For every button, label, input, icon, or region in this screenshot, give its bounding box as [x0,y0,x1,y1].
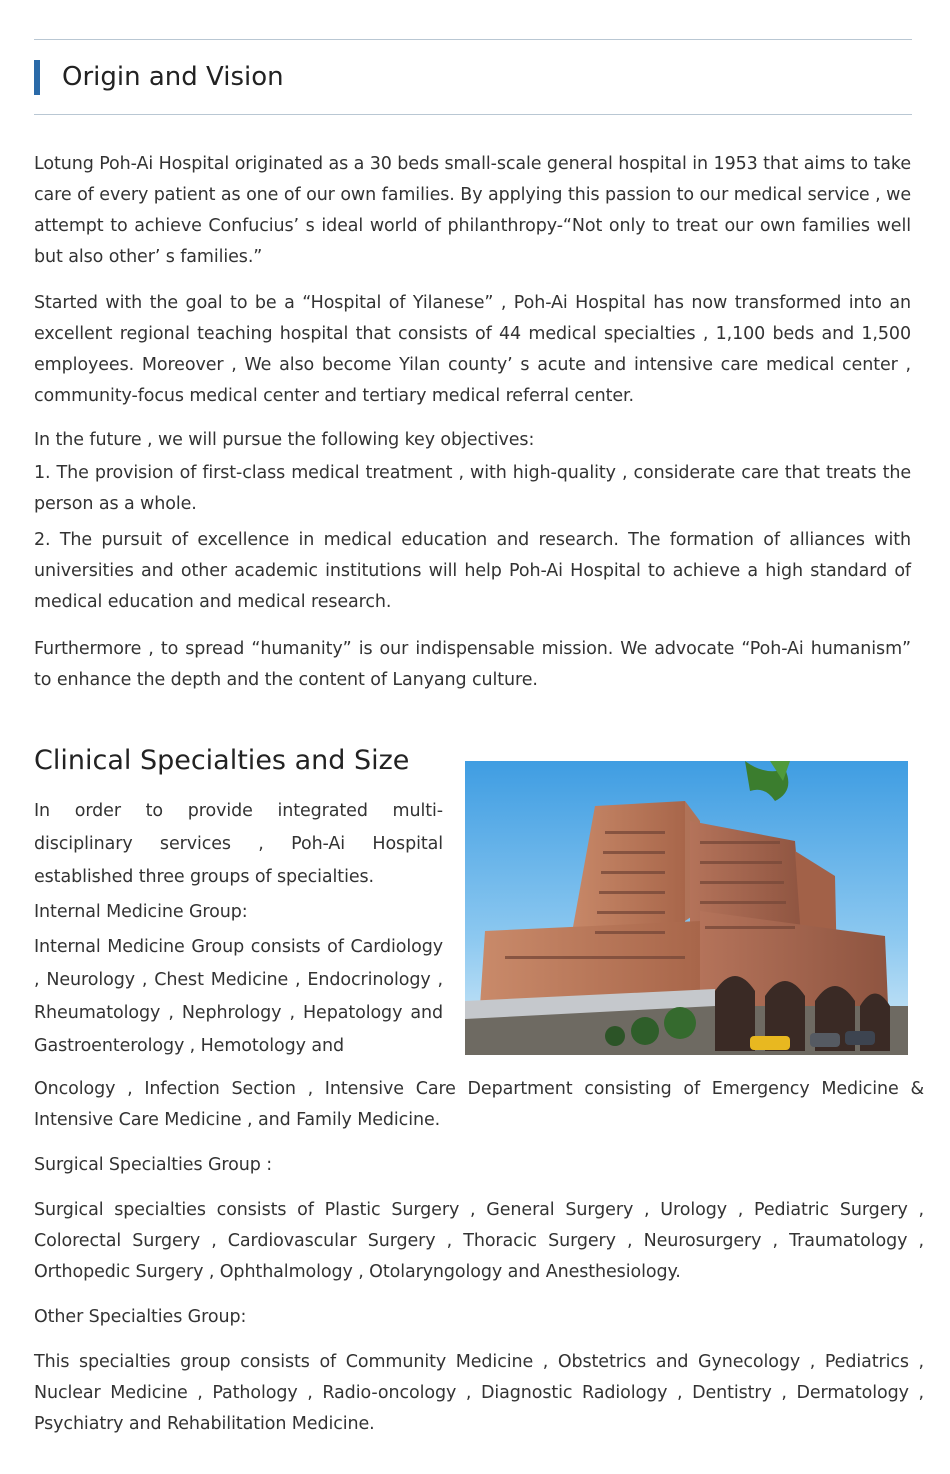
hospital-building-photo [465,761,908,1055]
other-text: This specialties group consists of Community Medicine , Obstetrics and Gynecology , Pediatrics , Nuclear Medicine , Pathology , Radio-oncology , Diagnostic Radiology , Dentistry , Dermatology , Psychiatry and Rehabilitation Medicine. [34,1352,924,1434]
top-divider [34,39,912,40]
title-accent-bar [34,60,40,95]
section-title-specialties: Clinical Specialties and Size [34,745,410,776]
surgical-heading: Surgical Specialties Group : [34,1155,272,1175]
objective-2: 2. The pursuit of excellence in medical education and research. The formation of alliances with universities and other academic institutions will help Poh-Ai Hospital to achieve a high standard of medical education and medical research. [34,530,911,612]
internal-medicine-text: Internal Medicine Group consists of Cardiology , Neurology , Chest Medicine , Endocrinology , Rheumatology , Nephrology , Hepatology and Gastroenterology , Hemotology and [34,937,443,1056]
other-heading: Other Specialties Group: [34,1307,247,1327]
mission-paragraph: Furthermore , to spread “humanity” is our indispensable mission. We advocate “Poh-Ai humanism” to enhance the depth and the content of Lanyang culture. [34,639,911,690]
section-title-origin: Origin and Vision [62,62,284,92]
surgical-text: Surgical specialties consists of Plastic Surgery , General Surgery , Urology , Pediatric Surgery , Colorectal Surgery , Cardiovascular Surgery , Thoracic Surgery , Neurosurgery , Traumatology , Orthopedic Surgery , Ophthalmology , Otolaryngology and Anesthesiology. [34,1200,924,1282]
future-intro: In the future , we will pursue the following key objectives: [34,430,535,450]
internal-medicine-heading: Internal Medicine Group: [34,902,248,922]
title-divider [34,114,912,115]
internal-medicine-text-continued: Oncology , Infection Section , Intensive Care Department consisting of Emergency Medicine & Intensive Care Medicine , and Family Medicine. [34,1079,924,1130]
objective-1: 1. The provision of first-class medical treatment , with high-quality , considerate care that treats the person as a whole. [34,463,911,514]
origin-paragraph: Lotung Poh-Ai Hospital originated as a 30 beds small-scale general hospital in 1953 that aims to take care of every patient as one of our own families. By applying this passion to our medical service , we attempt to achieve Confucius’ s ideal world of philanthropy-“Not only to treat our own families well but also other’ s families.” [34,154,911,267]
goal-paragraph: Started with the goal to be a “Hospital of Yilanese” , Poh-Ai Hospital has now transformed into an excellent regional teaching hospital that consists of 44 medical specialties , 1,100 beds and 1,500 employees. Moreover , We also become Yilan county’ s acute and intensive care medical center , community-focus medical center and tertiary medical referral center. [34,293,911,406]
specialties-intro: In order to provide integrated multi-disciplinary services , Poh-Ai Hospital established three groups of specialties. [34,801,443,887]
